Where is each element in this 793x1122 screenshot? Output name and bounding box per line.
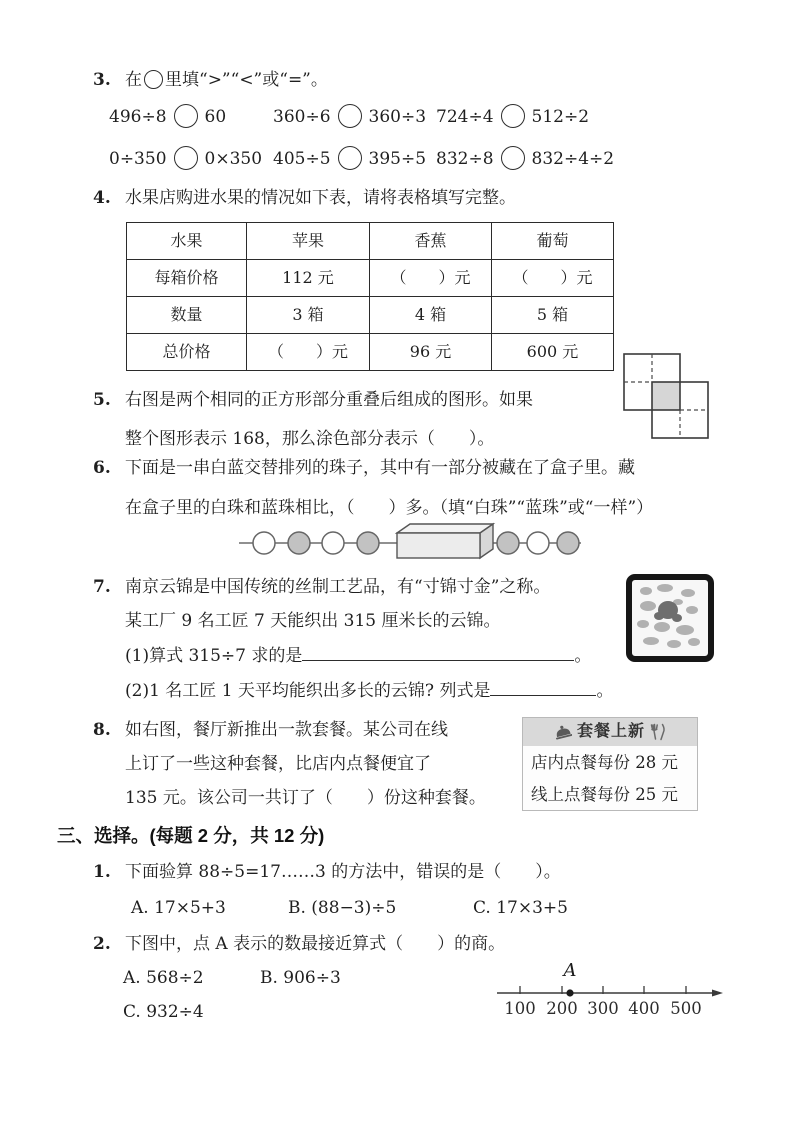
left-expression: 496÷8 (109, 107, 167, 127)
question-7-line1 (93, 575, 550, 599)
comparison-item (273, 146, 426, 173)
right-expression: 60 (204, 107, 227, 127)
right-expression: 395÷5 (368, 149, 427, 169)
blank-circle-icon (144, 70, 163, 89)
price-line-online: 线上点餐每份 25 元 (531, 785, 678, 804)
question-3-header (93, 68, 328, 92)
meal-deal-card-body (523, 746, 697, 811)
answer-circle (174, 104, 198, 128)
answer-circle (501, 104, 525, 128)
right-expression: 832÷4÷2 (531, 149, 615, 169)
comparison-item (436, 146, 614, 173)
question-text: 在 (125, 70, 142, 90)
table-cell: 3 箱 (247, 297, 370, 334)
question-7-line2 (125, 609, 501, 633)
question-text: 上订了一些这种套餐，比店内点餐便宜了 (125, 754, 431, 774)
cloche-icon (554, 724, 572, 740)
table-cell: 苹果 (247, 223, 370, 260)
table-cell: 5 箱 (492, 297, 614, 334)
blue-bead (288, 532, 310, 554)
option-a: A. 568÷2 (123, 968, 204, 988)
table-cell: 香蕉 (370, 223, 492, 260)
beads-after-box (497, 532, 579, 554)
table-cell: 水果 (127, 223, 247, 260)
table-row (127, 260, 614, 297)
tick-label: 400 (628, 999, 660, 1018)
question-text: 下图中，点 A 表示的数最接近算式（ ）的商。 (125, 934, 506, 954)
table-row (127, 223, 614, 260)
question-text: 整个图形表示 168，那么涂色部分表示（ ）。 (125, 429, 495, 449)
period: 。 (596, 681, 614, 701)
table-row (127, 334, 614, 371)
meal-deal-card-title: 套餐上新 (576, 723, 645, 740)
question-7-sub2 (125, 679, 613, 703)
point-a-dot (566, 989, 573, 996)
left-expression: 724÷4 (436, 107, 494, 127)
question-text: 如右图，餐厅新推出一款套餐。某公司在线 (125, 720, 448, 740)
arrowhead-icon (712, 990, 723, 997)
question-text: 135 元。该公司一共订了（ ）份这种套餐。 (125, 788, 486, 808)
table-cell: 每箱价格 (127, 260, 247, 297)
question-text: 里填“>”“<”或“=”。 (165, 70, 328, 90)
sub-question-text: (1)算式 315÷7 求的是 (125, 646, 303, 666)
question-8-line3 (125, 786, 486, 810)
blue-bead (557, 532, 579, 554)
left-expression: 0÷350 (109, 149, 167, 169)
left-expression: 405÷5 (273, 149, 331, 169)
fruit-table (126, 222, 614, 371)
table-cell-blank: （ ）元 (247, 334, 370, 371)
point-a-label: A (563, 960, 577, 981)
question-text: 下面验算 88÷5=17……3 的方法中，错误的是（ ）。 (125, 862, 561, 882)
question-text: 下面是一串白蓝交替排列的珠子，其中有一部分被藏在了盒子里。藏 (125, 458, 635, 478)
table-cell: 112 元 (247, 260, 370, 297)
question-number: 3. (93, 70, 111, 90)
price-line-in-store: 店内点餐每份 28 元 (531, 753, 678, 772)
table-cell: 4 箱 (370, 297, 492, 334)
table-cell-blank: （ ）元 (492, 260, 614, 297)
comparison-row-2 (109, 146, 769, 174)
comparison-item (273, 104, 426, 131)
answer-circle (338, 104, 362, 128)
choice-question-1-options (131, 896, 731, 922)
blue-bead (497, 532, 519, 554)
question-number: 5. (93, 390, 111, 410)
sub-question-text: (2)1 名工匠 1 天平均能织出多长的云锦? 列式是 (125, 681, 491, 701)
table-cell-blank: （ ）元 (370, 260, 492, 297)
option-c: C. 932÷4 (123, 1002, 204, 1022)
comparison-item (109, 146, 262, 173)
question-8-line1 (93, 718, 448, 742)
option-b: B. (88−3)÷5 (288, 898, 397, 918)
question-number: 6. (93, 458, 111, 478)
left-expression: 360÷6 (273, 107, 331, 127)
white-bead (322, 532, 344, 554)
table-cell: 96 元 (370, 334, 492, 371)
right-expression: 360÷3 (368, 107, 427, 127)
question-text: 某工厂 9 名工匠 7 天能织出 315 厘米长的云锦。 (125, 611, 501, 631)
table-row (127, 297, 614, 334)
question-number: 7. (93, 577, 111, 597)
question-number: 1. (93, 862, 111, 882)
table-cell: 总价格 (127, 334, 247, 371)
shaded-overlap-region (652, 382, 680, 410)
answer-circle (501, 146, 525, 170)
meal-deal-card-header (523, 718, 697, 746)
question-number: 4. (93, 188, 111, 208)
question-6-line1 (93, 456, 635, 480)
question-text: 南京云锦是中国传统的丝制工艺品，有“寸锦寸金”之称。 (125, 577, 551, 597)
table-cell: 数量 (127, 297, 247, 334)
meal-deal-card (522, 717, 698, 811)
answer-blank-line (490, 680, 596, 696)
white-bead (253, 532, 275, 554)
tick-label: 500 (670, 999, 702, 1018)
left-expression: 832÷8 (436, 149, 494, 169)
question-7-sub1 (125, 644, 591, 668)
comparison-item (436, 104, 589, 131)
table-cell: 600 元 (492, 334, 614, 371)
question-number: 2. (93, 934, 111, 954)
question-text: 右图是两个相同的正方形部分重叠后组成的图形。如果 (125, 390, 533, 410)
hidden-box (397, 524, 493, 558)
answer-blank-line (302, 645, 574, 661)
choice-question-1 (93, 860, 561, 884)
fork-knife-icon (650, 723, 666, 741)
question-5-line1 (93, 388, 533, 412)
tick-labels (504, 999, 702, 1018)
comparison-item (109, 104, 226, 131)
number-line-figure (483, 952, 743, 1028)
brocade-picture (626, 574, 714, 662)
overlapping-squares-figure (620, 350, 715, 445)
tick-label: 300 (587, 999, 619, 1018)
comparison-row-1 (109, 104, 749, 132)
option-b: B. 906÷3 (260, 968, 341, 988)
section-3-title: 三、选择。(每题 2 分，共 12 分) (57, 825, 325, 846)
question-4-header (93, 186, 516, 210)
choice-question-2 (93, 932, 505, 956)
right-expression: 0×350 (204, 149, 263, 169)
option-a: A. 17×5+3 (131, 898, 226, 918)
white-bead (527, 532, 549, 554)
right-expression: 512÷2 (531, 107, 590, 127)
tick-label: 200 (546, 999, 578, 1018)
blue-bead (357, 532, 379, 554)
question-text: 水果店购进水果的情况如下表，请将表格填写完整。 (125, 188, 516, 208)
period: 。 (574, 646, 592, 666)
answer-circle (174, 146, 198, 170)
answer-circle (338, 146, 362, 170)
bead-string-figure (235, 516, 585, 568)
question-text: 在盒子里的白珠和蓝珠相比，（ ）多。（填“白珠”“蓝珠”或“一样”） (125, 498, 654, 518)
brocade-pattern (632, 580, 708, 656)
question-8-line2 (125, 752, 431, 776)
question-number: 8. (93, 720, 111, 740)
tick-label: 100 (504, 999, 536, 1018)
option-c: C. 17×3+5 (473, 898, 568, 918)
table-cell: 葡萄 (492, 223, 614, 260)
question-5-line2 (125, 427, 494, 451)
